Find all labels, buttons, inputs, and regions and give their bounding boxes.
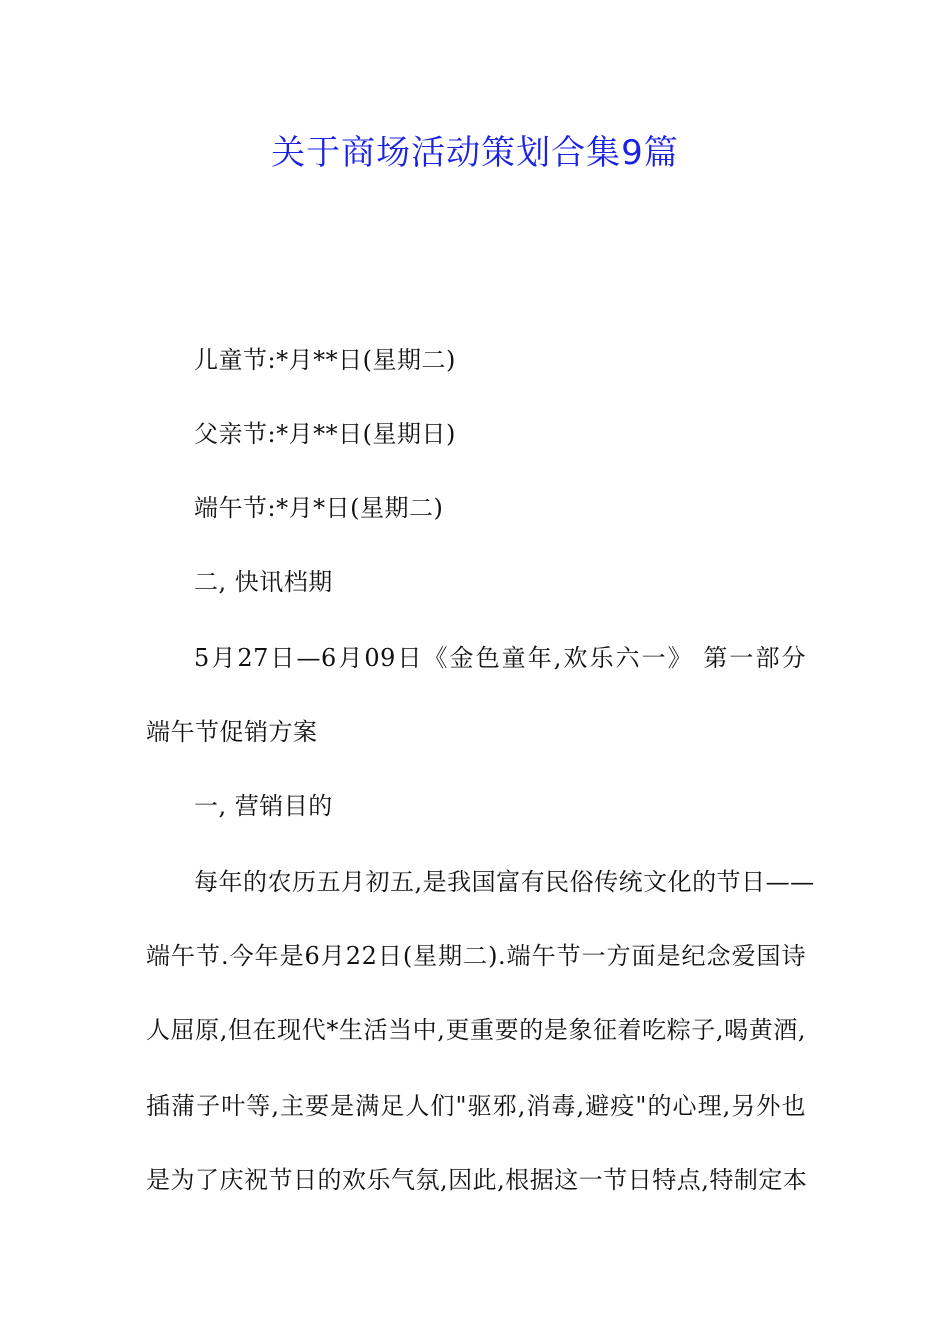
paragraph-line: 5月27日—6月09日《金色童年,欢乐六一》 第一部分 — [194, 644, 806, 672]
paragraph-line: 插蒲子叶等,主要是满足人们"驱邪,消毒,避疫"的心理,另外也 — [146, 1092, 806, 1120]
paragraph-line: 儿童节:*月**日(星期二) — [194, 346, 456, 374]
paragraph-line: 每年的农历五月初五,是我国富有民俗传统文化的节日—— — [194, 868, 815, 896]
paragraph-line: 父亲节:*月**日(星期日) — [194, 420, 456, 448]
paragraph-line: 人屈原,但在现代*生活当中,更重要的是象征着吃粽子,喝黄酒, — [146, 1016, 806, 1044]
section-heading: 端午节促销方案 — [146, 718, 318, 746]
document-title: 关于商场活动策划合集9篇 — [271, 133, 679, 173]
paragraph-line: 端午节.今年是6月22日(星期二).端午节一方面是纪念爱国诗 — [146, 942, 806, 970]
section-heading: 二, 快讯档期 — [194, 568, 333, 596]
paragraph-line: 端午节:*月*日(星期二) — [194, 494, 444, 522]
section-heading: 一, 营销目的 — [194, 792, 333, 820]
paragraph-line: 是为了庆祝节日的欢乐气氛,因此,根据这一节日特点,特制定本 — [146, 1166, 808, 1194]
